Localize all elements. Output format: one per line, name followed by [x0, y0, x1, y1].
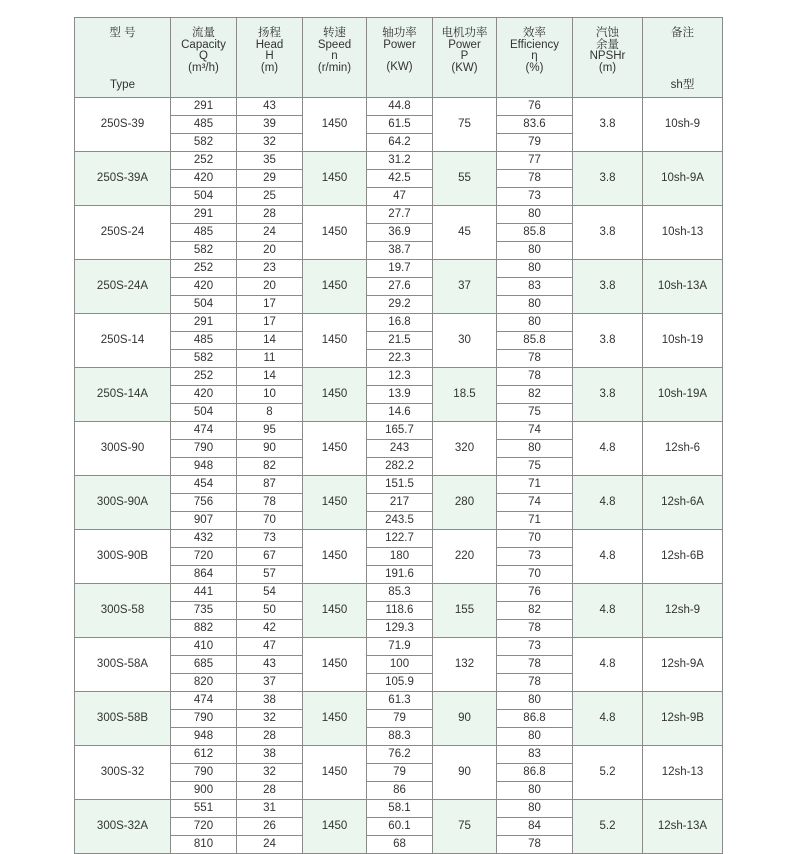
cell-head: 54	[237, 584, 303, 602]
cell-speed: 1450	[303, 692, 367, 746]
cell-efficiency: 78	[497, 350, 573, 368]
cell-shaft-power: 61.5	[367, 116, 433, 134]
cell-efficiency: 83.6	[497, 116, 573, 134]
cell-shaft-power: 27.7	[367, 206, 433, 224]
header-note-unit: sh型	[670, 78, 695, 91]
cell-efficiency: 75	[497, 404, 573, 422]
cell-capacity: 882	[171, 620, 237, 638]
cell-capacity: 252	[171, 260, 237, 278]
cell-head: 38	[237, 746, 303, 764]
table-row	[75, 476, 723, 494]
cell-efficiency: 74	[497, 494, 573, 512]
header-motor-power-zh: 电机功率	[441, 27, 488, 39]
cell-shaft-power: 282.2	[367, 458, 433, 476]
cell-note: 12sh-9A	[643, 638, 723, 692]
cell-shaft-power: 21.5	[367, 332, 433, 350]
header-npshr	[573, 18, 643, 98]
cell-shaft-power: 71.9	[367, 638, 433, 656]
cell-capacity: 720	[171, 548, 237, 566]
cell-capacity: 790	[171, 440, 237, 458]
cell-note: 10sh-19	[643, 314, 723, 368]
header-motor-power	[433, 18, 497, 98]
cell-head: 70	[237, 512, 303, 530]
table-header	[75, 18, 723, 98]
cell-efficiency: 78	[497, 170, 573, 188]
cell-motor-power: 75	[433, 800, 497, 854]
cell-capacity: 810	[171, 836, 237, 854]
cell-speed: 1450	[303, 206, 367, 260]
cell-head: 28	[237, 206, 303, 224]
cell-head: 90	[237, 440, 303, 458]
cell-efficiency: 80	[497, 800, 573, 818]
header-speed-line: n	[331, 50, 338, 62]
header-efficiency-unit: (%)	[525, 61, 544, 74]
cell-npshr: 5.2	[573, 800, 643, 854]
cell-shaft-power: 86	[367, 782, 433, 800]
cell-head: 17	[237, 296, 303, 314]
cell-efficiency: 78	[497, 836, 573, 854]
cell-shaft-power: 58.1	[367, 800, 433, 818]
header-speed-unit: (r/min)	[317, 61, 352, 74]
header-row	[75, 18, 723, 98]
cell-capacity: 432	[171, 530, 237, 548]
cell-npshr: 5.2	[573, 746, 643, 800]
cell-head: 32	[237, 710, 303, 728]
cell-shaft-power: 151.5	[367, 476, 433, 494]
cell-capacity: 291	[171, 98, 237, 116]
cell-capacity: 291	[171, 314, 237, 332]
cell-motor-power: 220	[433, 530, 497, 584]
cell-efficiency: 76	[497, 584, 573, 602]
cell-shaft-power: 100	[367, 656, 433, 674]
cell-speed: 1450	[303, 260, 367, 314]
cell-note: 10sh-9	[643, 98, 723, 152]
cell-head: 25	[237, 188, 303, 206]
cell-head: 57	[237, 566, 303, 584]
header-type-unit: Type	[110, 78, 135, 91]
cell-type: 300S-58A	[75, 638, 171, 692]
header-npshr-line: 余量	[596, 38, 619, 51]
cell-shaft-power: 19.7	[367, 260, 433, 278]
cell-shaft-power: 47	[367, 188, 433, 206]
cell-npshr: 3.8	[573, 314, 643, 368]
cell-head: 20	[237, 242, 303, 260]
table-row	[75, 530, 723, 548]
cell-motor-power: 75	[433, 98, 497, 152]
cell-head: 32	[237, 134, 303, 152]
cell-note: 12sh-6B	[643, 530, 723, 584]
table-row	[75, 368, 723, 386]
cell-speed: 1450	[303, 584, 367, 638]
header-shaft-power	[367, 18, 433, 98]
header-efficiency-line: Efficiency	[509, 38, 559, 51]
cell-note: 10sh-9A	[643, 152, 723, 206]
cell-efficiency: 76	[497, 98, 573, 116]
cell-efficiency: 78	[497, 674, 573, 692]
cell-npshr: 3.8	[573, 98, 643, 152]
header-shaft-power-zh: 轴功率	[382, 27, 417, 39]
cell-head: 31	[237, 800, 303, 818]
cell-capacity: 420	[171, 278, 237, 296]
cell-motor-power: 18.5	[433, 368, 497, 422]
cell-capacity: 612	[171, 746, 237, 764]
cell-capacity: 410	[171, 638, 237, 656]
cell-type: 250S-14	[75, 314, 171, 368]
cell-speed: 1450	[303, 638, 367, 692]
cell-efficiency: 78	[497, 656, 573, 674]
cell-efficiency: 73	[497, 188, 573, 206]
cell-capacity: 864	[171, 566, 237, 584]
header-head-line: H	[265, 50, 274, 62]
cell-efficiency: 80	[497, 728, 573, 746]
cell-capacity: 485	[171, 116, 237, 134]
cell-motor-power: 90	[433, 692, 497, 746]
cell-efficiency: 73	[497, 638, 573, 656]
cell-capacity: 454	[171, 476, 237, 494]
cell-head: 38	[237, 692, 303, 710]
cell-efficiency: 82	[497, 602, 573, 620]
cell-efficiency: 79	[497, 134, 573, 152]
cell-head: 39	[237, 116, 303, 134]
cell-speed: 1450	[303, 422, 367, 476]
cell-head: 32	[237, 764, 303, 782]
table-row	[75, 260, 723, 278]
header-shaft-power-unit: (KW)	[386, 61, 413, 73]
cell-efficiency: 70	[497, 530, 573, 548]
cell-note: 12sh-6	[643, 422, 723, 476]
cell-speed: 1450	[303, 98, 367, 152]
cell-efficiency: 74	[497, 422, 573, 440]
cell-efficiency: 75	[497, 458, 573, 476]
cell-shaft-power: 191.6	[367, 566, 433, 584]
cell-capacity: 720	[171, 818, 237, 836]
cell-note: 12sh-13	[643, 746, 723, 800]
cell-type: 300S-90B	[75, 530, 171, 584]
cell-capacity: 756	[171, 494, 237, 512]
header-capacity-unit: (m³/h)	[188, 61, 219, 74]
cell-shaft-power: 85.3	[367, 584, 433, 602]
cell-capacity: 420	[171, 170, 237, 188]
cell-capacity: 485	[171, 224, 237, 242]
cell-capacity: 420	[171, 386, 237, 404]
cell-note: 12sh-9	[643, 584, 723, 638]
cell-npshr: 3.8	[573, 260, 643, 314]
header-note	[643, 18, 723, 98]
cell-shaft-power: 36.9	[367, 224, 433, 242]
header-speed	[303, 18, 367, 98]
cell-capacity: 735	[171, 602, 237, 620]
cell-type: 300S-58	[75, 584, 171, 638]
cell-capacity: 504	[171, 404, 237, 422]
header-npshr-zh: 汽蚀	[596, 27, 619, 39]
cell-speed: 1450	[303, 314, 367, 368]
cell-shaft-power: 42.5	[367, 170, 433, 188]
cell-npshr: 4.8	[573, 422, 643, 476]
cell-note: 12sh-9B	[643, 692, 723, 746]
cell-capacity: 252	[171, 368, 237, 386]
cell-motor-power: 90	[433, 746, 497, 800]
table-row	[75, 584, 723, 602]
header-npshr-unit: (m)	[598, 61, 617, 74]
cell-capacity: 582	[171, 350, 237, 368]
cell-npshr: 3.8	[573, 152, 643, 206]
cell-type: 250S-39A	[75, 152, 171, 206]
cell-head: 78	[237, 494, 303, 512]
cell-note: 12sh-13A	[643, 800, 723, 854]
header-capacity-line: Capacity	[181, 38, 226, 51]
cell-efficiency: 84	[497, 818, 573, 836]
cell-head: 43	[237, 656, 303, 674]
cell-type: 250S-14A	[75, 368, 171, 422]
cell-capacity: 820	[171, 674, 237, 692]
table-row	[75, 638, 723, 656]
header-capacity	[171, 18, 237, 98]
cell-shaft-power: 180	[367, 548, 433, 566]
cell-efficiency: 71	[497, 476, 573, 494]
cell-motor-power: 45	[433, 206, 497, 260]
cell-motor-power: 37	[433, 260, 497, 314]
cell-note: 10sh-13A	[643, 260, 723, 314]
cell-capacity: 504	[171, 188, 237, 206]
cell-efficiency: 70	[497, 566, 573, 584]
table-row	[75, 314, 723, 332]
header-capacity-zh: 流量	[192, 27, 215, 39]
cell-shaft-power: 118.6	[367, 602, 433, 620]
cell-head: 67	[237, 548, 303, 566]
header-capacity-line: Q	[199, 50, 208, 62]
cell-shaft-power: 64.2	[367, 134, 433, 152]
cell-speed: 1450	[303, 530, 367, 584]
cell-head: 24	[237, 836, 303, 854]
cell-efficiency: 82	[497, 386, 573, 404]
header-efficiency	[497, 18, 573, 98]
cell-efficiency: 85.8	[497, 332, 573, 350]
table-body	[75, 98, 723, 854]
cell-efficiency: 80	[497, 296, 573, 314]
header-head-zh: 扬程	[258, 27, 281, 39]
cell-capacity: 582	[171, 242, 237, 260]
cell-capacity: 948	[171, 458, 237, 476]
cell-shaft-power: 105.9	[367, 674, 433, 692]
cell-speed: 1450	[303, 800, 367, 854]
cell-head: 28	[237, 728, 303, 746]
cell-efficiency: 71	[497, 512, 573, 530]
header-motor-power-line: Power	[448, 38, 481, 51]
cell-npshr: 4.8	[573, 692, 643, 746]
cell-note: 10sh-19A	[643, 368, 723, 422]
cell-capacity: 252	[171, 152, 237, 170]
cell-shaft-power: 31.2	[367, 152, 433, 170]
cell-efficiency: 85.8	[497, 224, 573, 242]
cell-shaft-power: 16.8	[367, 314, 433, 332]
cell-shaft-power: 243	[367, 440, 433, 458]
table-row	[75, 98, 723, 116]
cell-efficiency: 80	[497, 782, 573, 800]
header-type-zh: 型 号	[109, 27, 136, 39]
cell-shaft-power: 79	[367, 710, 433, 728]
cell-shaft-power: 129.3	[367, 620, 433, 638]
cell-shaft-power: 14.6	[367, 404, 433, 422]
cell-motor-power: 155	[433, 584, 497, 638]
cell-capacity: 790	[171, 710, 237, 728]
cell-head: 73	[237, 530, 303, 548]
cell-shaft-power: 12.3	[367, 368, 433, 386]
cell-head: 8	[237, 404, 303, 422]
cell-shaft-power: 217	[367, 494, 433, 512]
cell-speed: 1450	[303, 746, 367, 800]
cell-head: 14	[237, 332, 303, 350]
cell-head: 29	[237, 170, 303, 188]
cell-speed: 1450	[303, 152, 367, 206]
table-row	[75, 800, 723, 818]
header-type	[75, 18, 171, 98]
cell-head: 82	[237, 458, 303, 476]
cell-efficiency: 80	[497, 260, 573, 278]
cell-shaft-power: 38.7	[367, 242, 433, 260]
cell-note: 10sh-13	[643, 206, 723, 260]
cell-head: 87	[237, 476, 303, 494]
cell-capacity: 685	[171, 656, 237, 674]
cell-type: 250S-39	[75, 98, 171, 152]
cell-capacity: 582	[171, 134, 237, 152]
header-motor-power-unit: (KW)	[451, 61, 478, 74]
cell-head: 24	[237, 224, 303, 242]
cell-type: 250S-24A	[75, 260, 171, 314]
cell-efficiency: 78	[497, 368, 573, 386]
cell-type: 300S-32A	[75, 800, 171, 854]
cell-type: 300S-58B	[75, 692, 171, 746]
cell-head: 43	[237, 98, 303, 116]
cell-shaft-power: 243.5	[367, 512, 433, 530]
cell-type: 300S-90	[75, 422, 171, 476]
cell-type: 250S-24	[75, 206, 171, 260]
cell-type: 300S-90A	[75, 476, 171, 530]
cell-motor-power: 30	[433, 314, 497, 368]
cell-speed: 1450	[303, 476, 367, 530]
cell-capacity: 291	[171, 206, 237, 224]
cell-motor-power: 132	[433, 638, 497, 692]
cell-efficiency: 80	[497, 440, 573, 458]
cell-efficiency: 86.8	[497, 710, 573, 728]
cell-efficiency: 78	[497, 620, 573, 638]
header-head	[237, 18, 303, 98]
cell-shaft-power: 44.8	[367, 98, 433, 116]
cell-shaft-power: 122.7	[367, 530, 433, 548]
cell-efficiency: 86.8	[497, 764, 573, 782]
cell-efficiency: 80	[497, 206, 573, 224]
cell-capacity: 551	[171, 800, 237, 818]
cell-type: 300S-32	[75, 746, 171, 800]
cell-capacity: 948	[171, 728, 237, 746]
header-speed-line: Speed	[317, 38, 352, 51]
cell-motor-power: 320	[433, 422, 497, 476]
cell-capacity: 790	[171, 764, 237, 782]
header-efficiency-zh: 效率	[523, 27, 546, 39]
cell-npshr: 4.8	[573, 476, 643, 530]
cell-shaft-power: 79	[367, 764, 433, 782]
table-row	[75, 152, 723, 170]
cell-speed: 1450	[303, 368, 367, 422]
cell-head: 10	[237, 386, 303, 404]
cell-head: 17	[237, 314, 303, 332]
cell-head: 42	[237, 620, 303, 638]
cell-motor-power: 280	[433, 476, 497, 530]
cell-efficiency: 80	[497, 692, 573, 710]
cell-head: 47	[237, 638, 303, 656]
header-shaft-power-line: Power	[383, 38, 416, 51]
cell-head: 50	[237, 602, 303, 620]
cell-capacity: 900	[171, 782, 237, 800]
cell-capacity: 441	[171, 584, 237, 602]
cell-capacity: 485	[171, 332, 237, 350]
cell-capacity: 474	[171, 422, 237, 440]
cell-shaft-power: 27.6	[367, 278, 433, 296]
table-row	[75, 422, 723, 440]
table-row	[75, 692, 723, 710]
header-head-unit: (m)	[260, 61, 279, 74]
cell-head: 95	[237, 422, 303, 440]
cell-head: 14	[237, 368, 303, 386]
cell-shaft-power: 61.3	[367, 692, 433, 710]
cell-head: 37	[237, 674, 303, 692]
table-row	[75, 206, 723, 224]
table-row	[75, 746, 723, 764]
cell-capacity: 907	[171, 512, 237, 530]
cell-npshr: 4.8	[573, 638, 643, 692]
cell-capacity: 504	[171, 296, 237, 314]
header-note-zh: 备注	[671, 27, 694, 39]
cell-efficiency: 83	[497, 746, 573, 764]
cell-shaft-power: 22.3	[367, 350, 433, 368]
cell-shaft-power: 76.2	[367, 746, 433, 764]
cell-shaft-power: 68	[367, 836, 433, 854]
pump-spec-table	[74, 17, 723, 854]
cell-motor-power: 55	[433, 152, 497, 206]
cell-npshr: 3.8	[573, 368, 643, 422]
cell-shaft-power: 88.3	[367, 728, 433, 746]
cell-head: 35	[237, 152, 303, 170]
cell-npshr: 4.8	[573, 584, 643, 638]
cell-efficiency: 73	[497, 548, 573, 566]
cell-head: 26	[237, 818, 303, 836]
header-motor-power-line: P	[460, 50, 469, 62]
cell-shaft-power: 29.2	[367, 296, 433, 314]
cell-shaft-power: 13.9	[367, 386, 433, 404]
cell-npshr: 3.8	[573, 206, 643, 260]
header-efficiency-line: η	[531, 50, 538, 62]
cell-shaft-power: 165.7	[367, 422, 433, 440]
cell-head: 20	[237, 278, 303, 296]
cell-efficiency: 80	[497, 314, 573, 332]
cell-efficiency: 80	[497, 242, 573, 260]
header-head-line: Head	[255, 38, 284, 51]
header-speed-zh: 转速	[323, 27, 346, 39]
cell-shaft-power: 60.1	[367, 818, 433, 836]
cell-capacity: 474	[171, 692, 237, 710]
cell-head: 23	[237, 260, 303, 278]
cell-head: 11	[237, 350, 303, 368]
cell-efficiency: 77	[497, 152, 573, 170]
cell-npshr: 4.8	[573, 530, 643, 584]
cell-efficiency: 83	[497, 278, 573, 296]
cell-note: 12sh-6A	[643, 476, 723, 530]
header-npshr-line: NPSHr	[589, 50, 626, 62]
cell-head: 28	[237, 782, 303, 800]
